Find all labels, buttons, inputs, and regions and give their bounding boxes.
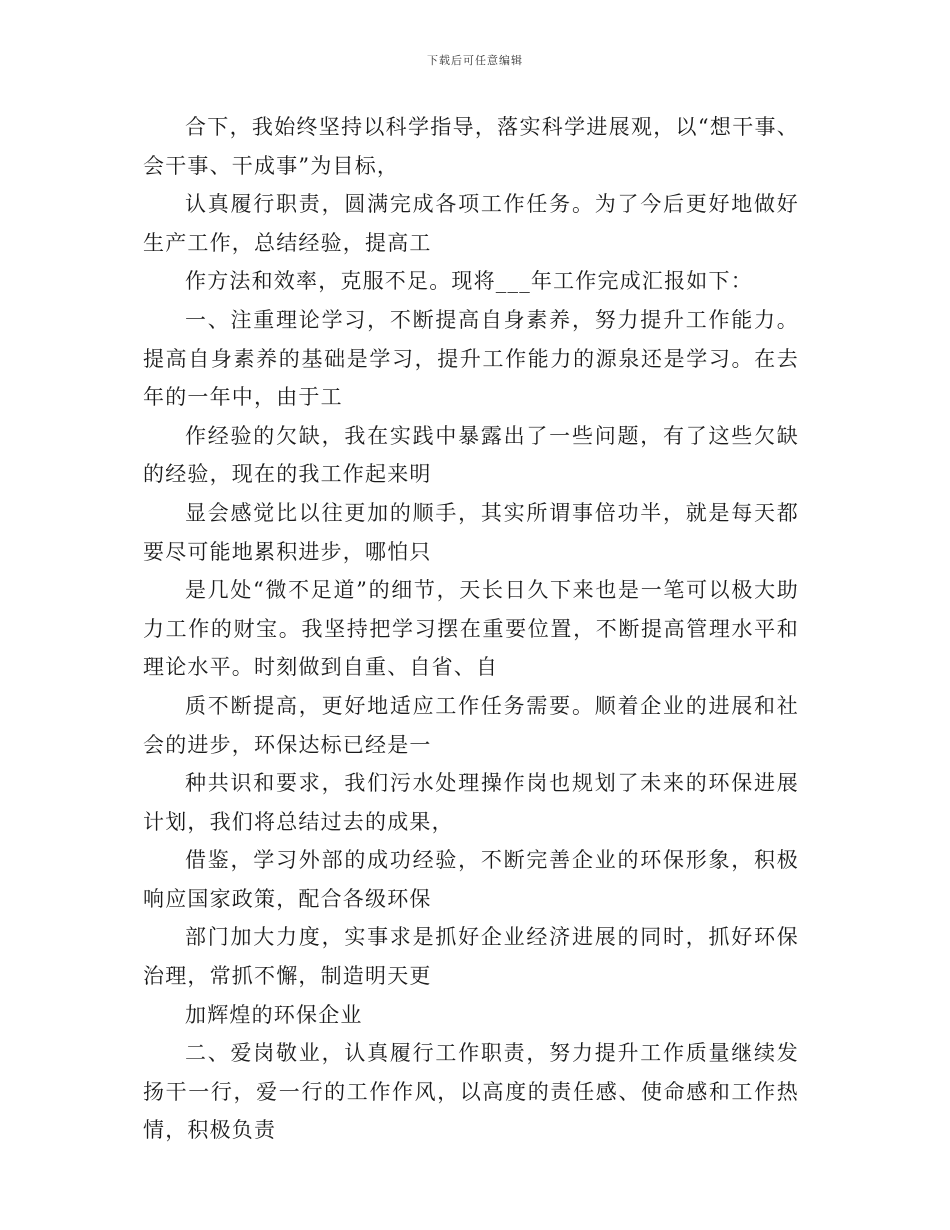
paragraph: 二、爱岗敬业，认真履行工作职责，努力提升工作质量继续发扬干一行，爱一行的工作作风，以高度的责任感、使命感和工作热情，积极负责 bbox=[143, 1041, 799, 1143]
paragraph: 借鉴，学习外部的成功经验，不断完善企业的环保形象，积极响应国家政策，配合各级环保 bbox=[143, 848, 799, 911]
paragraph: 作方法和效率，克服不足。现将___年工作完成汇报如下： bbox=[185, 269, 753, 294]
paragraph: 合下，我始终坚持以科学指导，落实科学进展观，以“想干事、会干事、干成事”为目标， bbox=[143, 115, 799, 178]
paragraph: 显会感觉比以往更加的顺手，其实所谓事倍功半，就是每天都要尽可能地累积进步，哪怕只 bbox=[143, 500, 799, 564]
document-body bbox=[143, 108, 799, 1150]
paragraph: 部门加大力度，实事求是抓好企业经济进展的同时，抓好环保治理，常抓不懈，制造明天更 bbox=[143, 925, 799, 989]
header-note: 下载后可任意编辑 bbox=[427, 54, 523, 67]
paragraph: 认真履行职责，圆满完成各项工作任务。为了今后更好地做好生产工作，总结经验，提高工 bbox=[143, 192, 799, 255]
paragraph: 种共识和要求，我们污水处理操作岗也规划了未来的环保进展计划，我们将总结过去的成果， bbox=[143, 771, 799, 834]
paragraph: 是几处“微不足道”的细节，天长日久下来也是一笔可以极大助力工作的财宝。我坚持把学习摆在重要位置，不断提高管理水平和理论水平。时刻做到自重、自省、自 bbox=[143, 578, 799, 680]
paragraph: 一、注重理论学习，不断提高自身素养，努力提升工作能力。提高自身素养的基础是学习，提升工作能力的源泉还是学习。在去年的一年中，由于工 bbox=[143, 307, 799, 410]
paragraph: 质不断提高，更好地适应工作任务需要。顺着企业的进展和社会的进步，环保达标已经是一 bbox=[143, 693, 799, 757]
paragraph: 作经验的欠缺，我在实践中暴露出了一些问题，有了这些欠缺的经验，现在的我工作起来明 bbox=[143, 423, 799, 487]
paragraph: 加辉煌的环保企业 bbox=[185, 1002, 363, 1027]
